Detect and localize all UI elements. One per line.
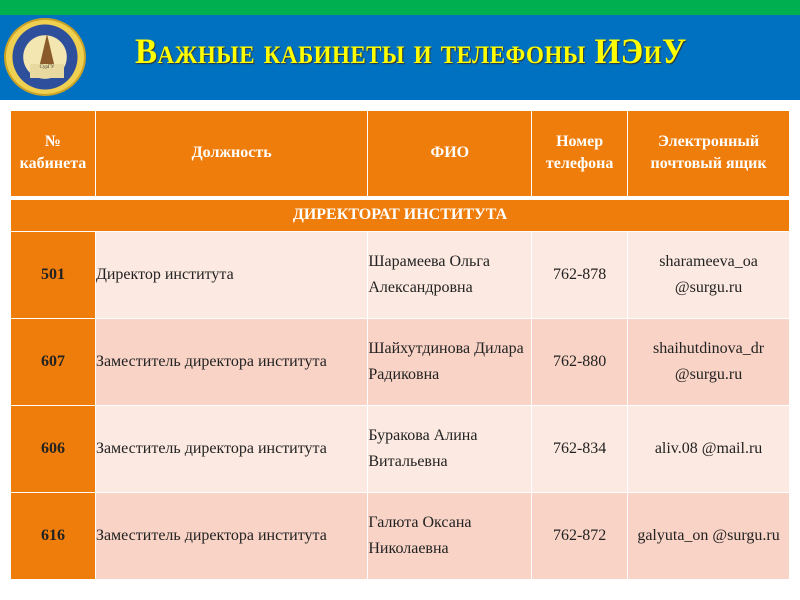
email-cell[interactable]: sharameeva_oa @surgu.ru (628, 232, 790, 319)
table-row (11, 406, 790, 493)
header-email: Электронный почтовый ящик (628, 111, 790, 198)
position-cell: Заместитель директора института (95, 319, 367, 406)
section-row (11, 198, 790, 232)
header-room: № кабинета (11, 111, 96, 198)
email-cell[interactable]: galyuta_on @surgu.ru (628, 493, 790, 580)
name-cell: Галюта Оксана Николаевна (368, 493, 532, 580)
header-phone: Номер телефона (532, 111, 628, 198)
phone-cell: 762-872 (532, 493, 628, 580)
room-cell: 606 (11, 406, 96, 493)
university-logo: СурГУ (4, 18, 86, 96)
phone-cell: 762-834 (532, 406, 628, 493)
header-row (11, 111, 790, 198)
contacts-table (10, 110, 790, 580)
phone-cell: 762-878 (532, 232, 628, 319)
top-stripe (0, 0, 800, 15)
name-cell: Шайхутдинова Дилара Радиковна (368, 319, 532, 406)
position-cell: Заместитель директора института (95, 406, 367, 493)
position-cell: Директор института (95, 232, 367, 319)
header-name: ФИО (368, 111, 532, 198)
name-cell: Шарамеева Ольга Александровна (368, 232, 532, 319)
room-cell: 501 (11, 232, 96, 319)
header-position: Должность (95, 111, 367, 198)
phone-cell: 762-880 (532, 319, 628, 406)
email-cell[interactable]: shaihutdinova_dr @surgu.ru (628, 319, 790, 406)
slide-title: Важные кабинеты и телефоны ИЭиУ (135, 31, 687, 71)
name-cell: Буракова Алина Витальевна (368, 406, 532, 493)
table-row (11, 319, 790, 406)
email-cell[interactable]: aliv.08 @mail.ru (628, 406, 790, 493)
room-cell: 607 (11, 319, 96, 406)
section-title: ДИРЕКТОРАТ ИНСТИТУТА (11, 198, 790, 232)
table-row (11, 232, 790, 319)
table-row (11, 493, 790, 580)
room-cell: 616 (11, 493, 96, 580)
position-cell: Заместитель директора института (95, 493, 367, 580)
